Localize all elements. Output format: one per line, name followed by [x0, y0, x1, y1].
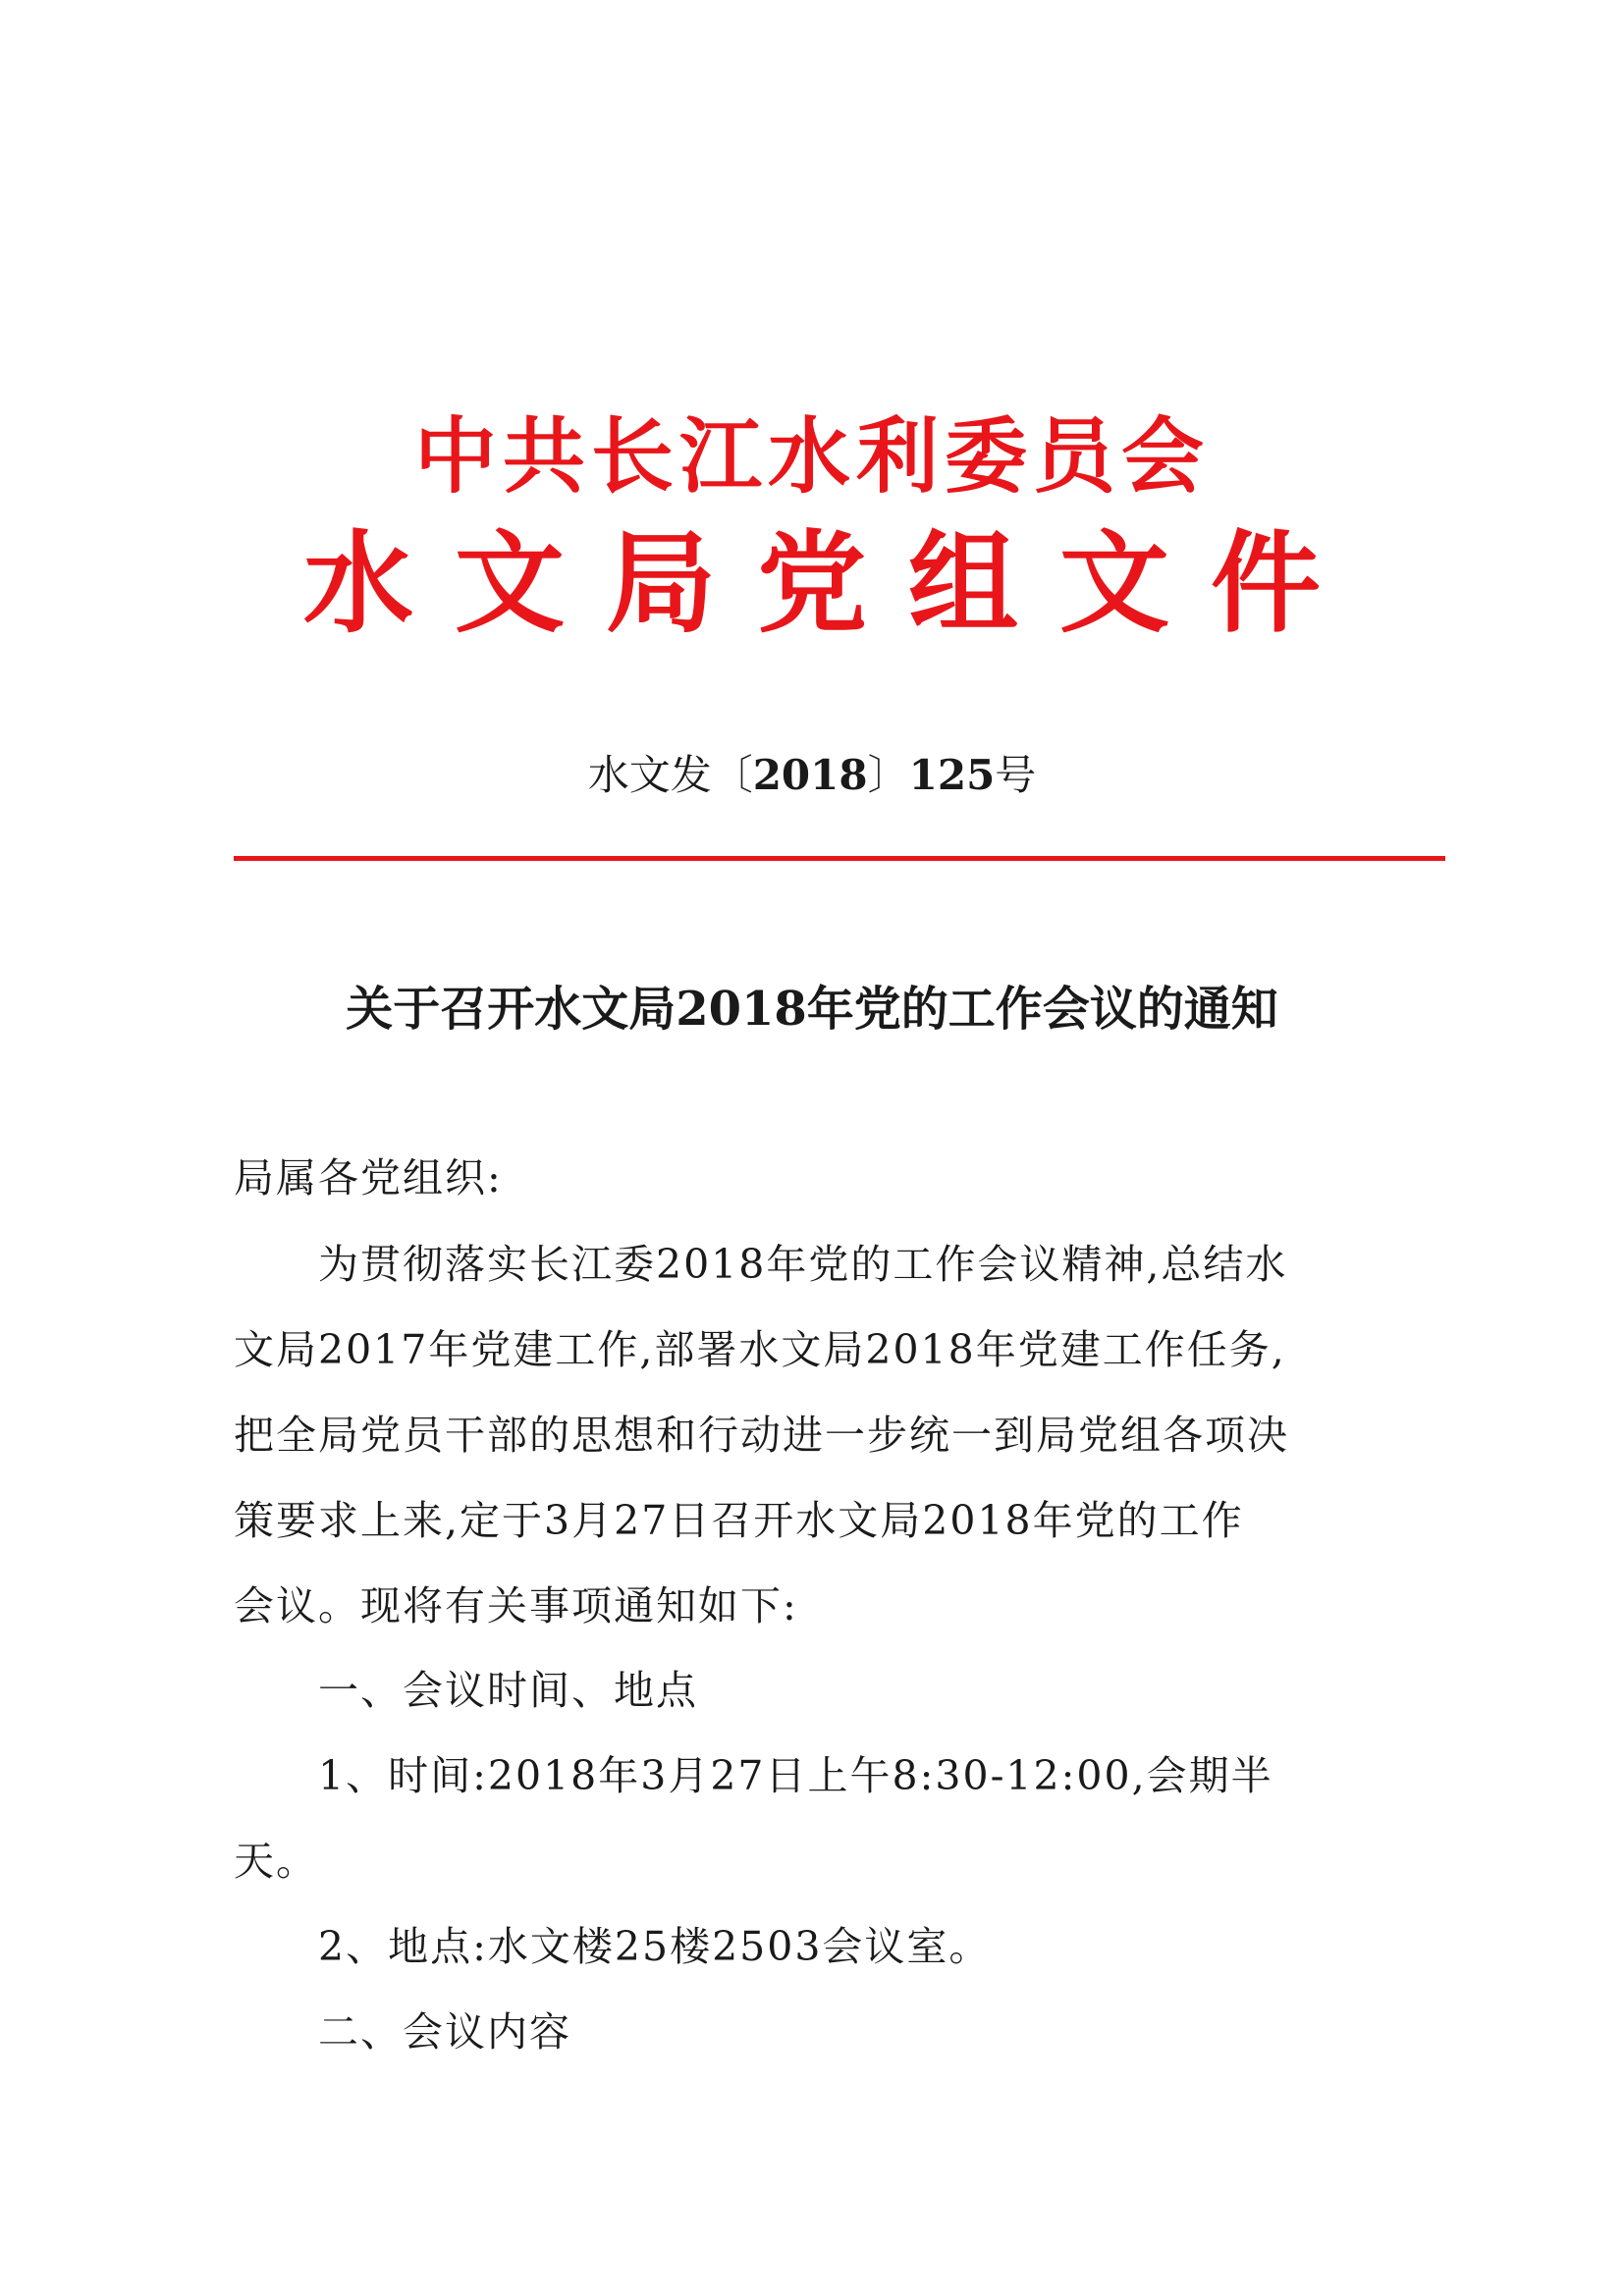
red-divider-rule [234, 856, 1445, 861]
doc-number-mid: 〕 [867, 751, 909, 799]
body-line: 天。 [234, 1838, 318, 1885]
body-line: 策要求上来,定于3月27日召开水文局2018年党的工作 [234, 1497, 1244, 1544]
body-line: 为贯彻落实长江委2018年党的工作会议精神,总结水 [234, 1241, 1288, 1288]
body-line: 2、地点:水文楼25楼2503会议室。 [234, 1923, 992, 1970]
issuing-organization: 中共长江水利委员会 [413, 408, 1210, 505]
section-heading: 一、会议时间、地点 [234, 1667, 698, 1714]
doc-number-prefix: 水文发〔 [587, 751, 753, 799]
doc-number-value: 125 [908, 751, 996, 799]
doc-number-suffix: 号 [995, 751, 1037, 799]
document-type-heading: 水文局党组文件 [303, 520, 1362, 648]
body-line: 1、时间:2018年3月27日上午8:30-12:00,会期半 [234, 1752, 1273, 1799]
document-number [0, 748, 1624, 803]
body-line: 会议。现将有关事项通知如下: [234, 1582, 798, 1629]
notice-title: 关于召开水文局2018年党的工作会议的通知 [346, 982, 1278, 1037]
body-line: 文局2017年党建工作,部署水文局2018年党建工作任务, [234, 1326, 1286, 1373]
salutation: 局属各党组织: [234, 1154, 503, 1201]
doc-number-year: 2018 [752, 751, 868, 799]
section-heading: 二、会议内容 [234, 2008, 571, 2056]
body-line: 把全局党员干部的思想和行动进一步统一到局党组各项决 [234, 1412, 1289, 1459]
